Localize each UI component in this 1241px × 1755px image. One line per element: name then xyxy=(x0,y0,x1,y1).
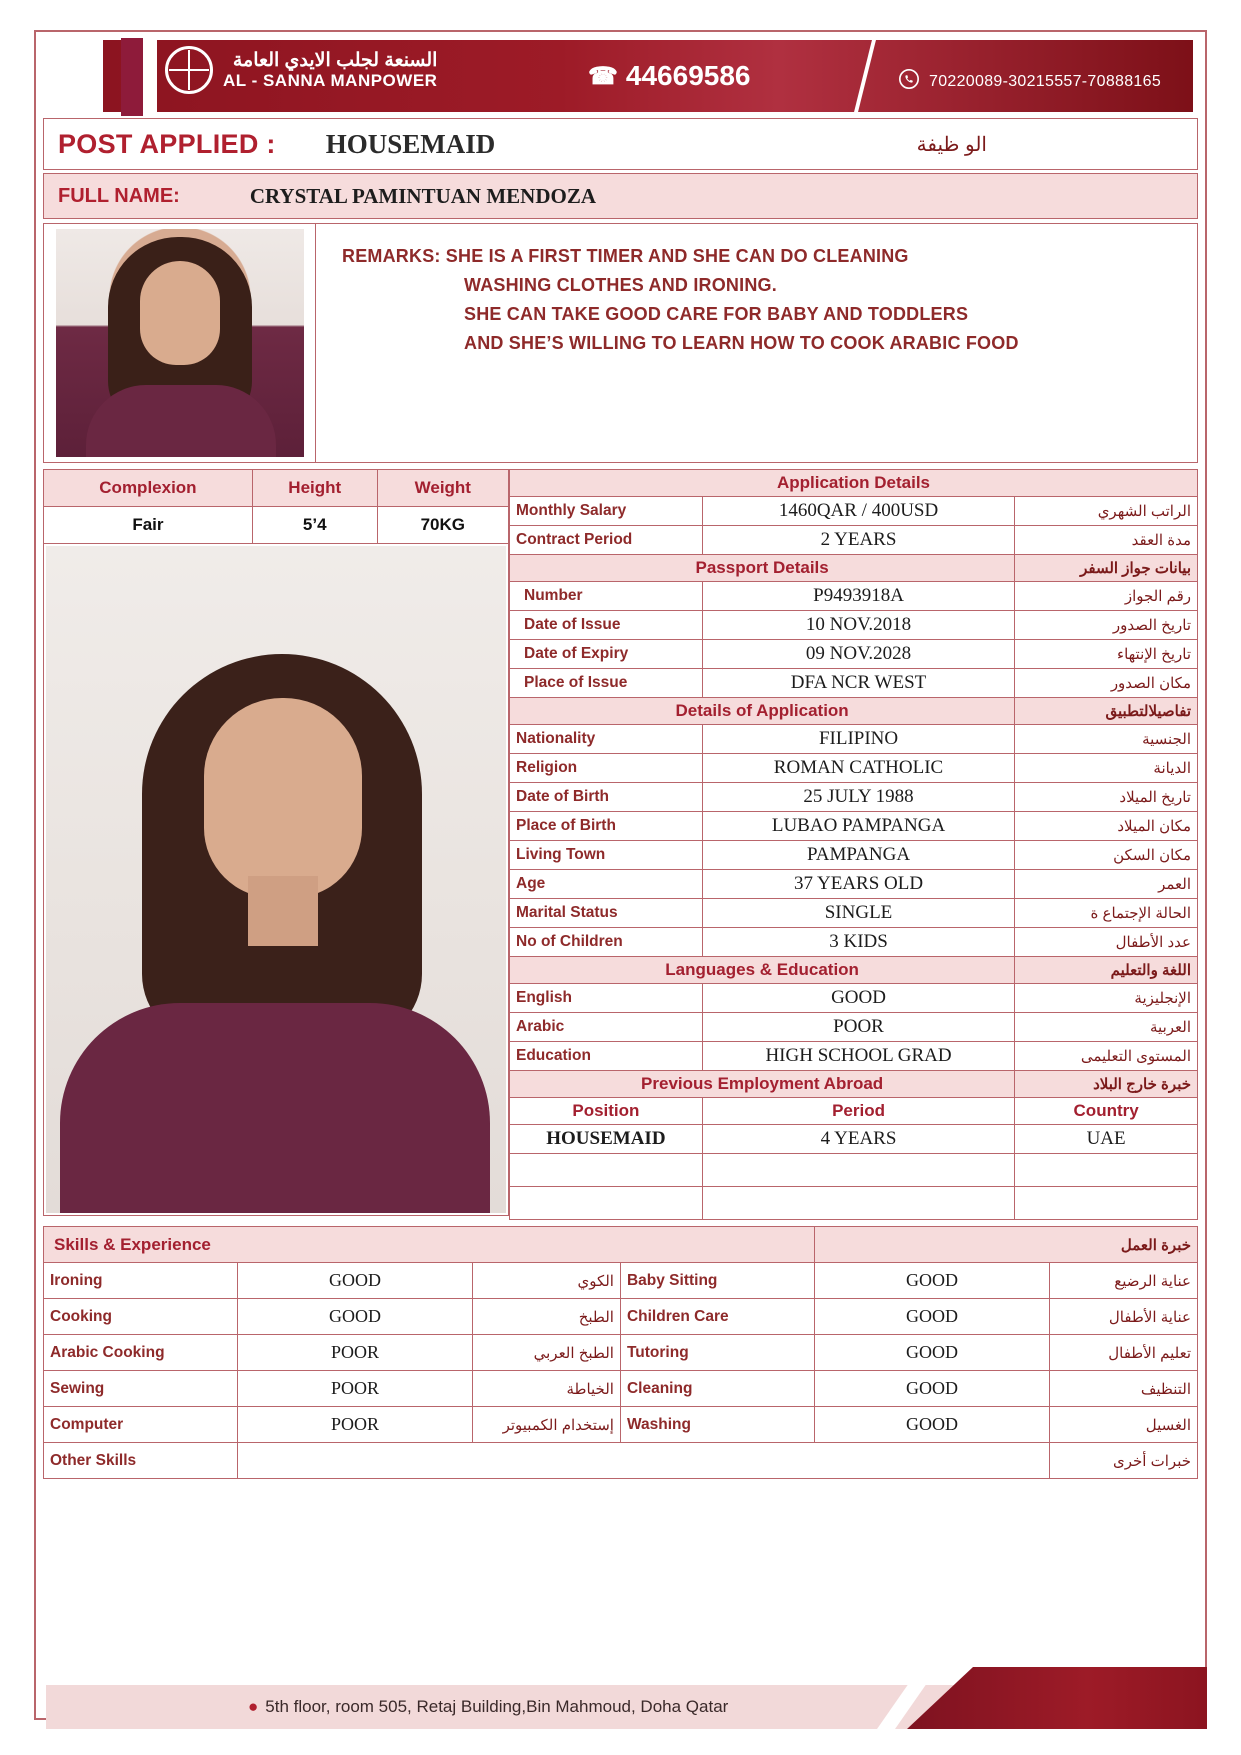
tutoring-value: GOOD xyxy=(814,1335,1050,1371)
employment-position-2 xyxy=(510,1154,703,1187)
contract-period-label: Contract Period xyxy=(510,526,703,555)
period-header: Period xyxy=(702,1098,1014,1125)
place-of-issue-value: DFA NCR WEST xyxy=(702,669,1014,698)
date-of-birth-arabic: تاريخ الميلاد xyxy=(1015,783,1198,812)
previous-employment-columns xyxy=(510,1098,1198,1125)
monthly-salary-value: 1460QAR / 400USD xyxy=(702,497,1014,526)
arabic-value: POOR xyxy=(702,1013,1014,1042)
age-label: Age xyxy=(510,870,703,899)
washing-value: GOOD xyxy=(814,1407,1050,1443)
baby-sitting-arabic: عناية الرضيع xyxy=(1050,1263,1198,1299)
religion-arabic: الديانة xyxy=(1015,754,1198,783)
page-content xyxy=(34,30,1207,1487)
portrait-face xyxy=(140,261,220,365)
arabic-cooking-arabic: الطبخ العربي xyxy=(473,1335,621,1371)
full-name-value: CRYSTAL PAMINTUAN MENDOZA xyxy=(249,183,597,208)
cooking-label: Cooking xyxy=(44,1299,238,1335)
remarks-line-1: REMARKS: SHE IS A FIRST TIMER AND SHE CAN DO CLEANING xyxy=(342,246,909,266)
no-of-children-arabic: عدد الأطفال xyxy=(1015,928,1198,957)
globe-icon xyxy=(165,46,213,94)
nationality-label: Nationality xyxy=(510,725,703,754)
height-header: Height xyxy=(252,470,377,507)
portrait-neck-large xyxy=(248,876,318,946)
no-of-children-label: No of Children xyxy=(510,928,703,957)
company-name xyxy=(223,50,437,90)
tutoring-arabic: تعليم الأطفال xyxy=(1050,1335,1198,1371)
other-skills-arabic: خبرات أخرى xyxy=(1050,1443,1198,1479)
header-notch xyxy=(143,38,157,116)
skills-table xyxy=(43,1226,1198,1479)
education-arabic: المستوى التعليمى xyxy=(1015,1042,1198,1071)
marital-status-label: Marital Status xyxy=(510,899,703,928)
employment-position-3 xyxy=(510,1187,703,1220)
complexion-header: Complexion xyxy=(44,470,253,507)
company-logo xyxy=(165,46,437,94)
remarks-section xyxy=(43,223,1198,463)
computer-arabic: إستخدام الكمبيوتر xyxy=(473,1407,621,1443)
religion-value: ROMAN CATHOLIC xyxy=(702,754,1014,783)
table-row xyxy=(510,611,1198,640)
table-row xyxy=(510,526,1198,555)
middle-section xyxy=(43,469,1198,1220)
table-row xyxy=(44,1335,1198,1371)
passport-details-title-arabic: بيانات جواز السفر xyxy=(1015,555,1198,582)
table-row xyxy=(510,870,1198,899)
footer-red-shape xyxy=(907,1667,1207,1729)
table-row xyxy=(510,754,1198,783)
remarks-line-4: AND SHE’S WILLING TO LEARN HOW TO COOK ARABIC FOOD xyxy=(464,333,1019,354)
post-applied-arabic: الو ظيفة xyxy=(916,133,987,156)
full-name-label: FULL NAME: xyxy=(58,184,180,207)
applicant-photo-small xyxy=(44,224,316,462)
details-of-application-header xyxy=(510,698,1198,725)
place-of-birth-value: LUBAO PAMPANGA xyxy=(702,812,1014,841)
post-applied-row xyxy=(43,118,1198,170)
details-of-application-title: Details of Application xyxy=(510,698,1015,725)
arabic-cooking-value: POOR xyxy=(237,1335,473,1371)
country-header: Country xyxy=(1015,1098,1198,1125)
age-arabic: العمر xyxy=(1015,870,1198,899)
previous-employment-title: Previous Employment Abroad xyxy=(510,1071,1015,1098)
date-of-birth-value: 25 JULY 1988 xyxy=(702,783,1014,812)
employment-country-3 xyxy=(1015,1187,1198,1220)
previous-employment-header xyxy=(510,1071,1198,1098)
cleaning-label: Cleaning xyxy=(620,1371,814,1407)
nationality-arabic: الجنسية xyxy=(1015,725,1198,754)
date-of-birth-label: Date of Birth xyxy=(510,783,703,812)
living-town-arabic: مكان السكن xyxy=(1015,841,1198,870)
table-row xyxy=(510,841,1198,870)
right-column xyxy=(509,469,1198,1220)
arabic-label: Arabic xyxy=(510,1013,703,1042)
other-skills-label: Other Skills xyxy=(44,1443,238,1479)
contract-period-arabic: مدة العقد xyxy=(1015,526,1198,555)
arabic-arabic: العربية xyxy=(1015,1013,1198,1042)
remarks-text xyxy=(316,224,1197,462)
employment-country-1: UAE xyxy=(1015,1125,1198,1154)
ironing-arabic: الكوي xyxy=(473,1263,621,1299)
table-row xyxy=(510,640,1198,669)
position-header: Position xyxy=(510,1098,703,1125)
table-row xyxy=(510,1187,1198,1220)
table-row xyxy=(510,812,1198,841)
table-row xyxy=(510,984,1198,1013)
portrait-body-large xyxy=(60,1003,490,1213)
living-town-label: Living Town xyxy=(510,841,703,870)
place-of-issue-arabic: مكان الصدور xyxy=(1015,669,1198,698)
height-value: 5’4 xyxy=(252,507,377,544)
weight-value: 70KG xyxy=(377,507,508,544)
passport-details-header xyxy=(510,555,1198,582)
contract-period-value: 2 YEARS xyxy=(702,526,1014,555)
table-row xyxy=(510,899,1198,928)
religion-label: Religion xyxy=(510,754,703,783)
table-row xyxy=(510,1154,1198,1187)
footer-address xyxy=(248,1697,728,1717)
full-name-row xyxy=(43,173,1198,219)
monthly-salary-arabic: الراتب الشهري xyxy=(1015,497,1198,526)
table-row xyxy=(510,1042,1198,1071)
washing-label: Washing xyxy=(620,1407,814,1443)
place-of-birth-label: Place of Birth xyxy=(510,812,703,841)
skills-header-row xyxy=(44,1227,1198,1263)
table-row xyxy=(510,497,1198,526)
location-pin-icon: ● xyxy=(248,1697,259,1716)
ironing-label: Ironing xyxy=(44,1263,238,1299)
passport-number-label: Number xyxy=(510,582,703,611)
employment-period-2 xyxy=(702,1154,1014,1187)
languages-education-title-arabic: اللغة والتعليم xyxy=(1015,957,1198,984)
cleaning-arabic: التنظيف xyxy=(1050,1371,1198,1407)
table-row xyxy=(44,1371,1198,1407)
languages-education-header xyxy=(510,957,1198,984)
sewing-label: Sewing xyxy=(44,1371,238,1407)
no-of-children-value: 3 KIDS xyxy=(702,928,1014,957)
age-value: 37 YEARS OLD xyxy=(702,870,1014,899)
portrait-image-small xyxy=(56,229,304,457)
mobile-numbers: 70220089-30215557-70888165 xyxy=(929,72,1162,90)
baby-sitting-label: Baby Sitting xyxy=(620,1263,814,1299)
footer xyxy=(34,1667,1207,1733)
complexion-value: Fair xyxy=(44,507,253,544)
company-name-english: AL - SANNA MANPOWER xyxy=(223,71,438,91)
marital-status-value: SINGLE xyxy=(702,899,1014,928)
details-of-application-title-arabic: تفاصيلالتطبيق xyxy=(1015,698,1198,725)
cooking-value: GOOD xyxy=(237,1299,473,1335)
applicant-photo-large xyxy=(43,544,509,1216)
post-applied-value: HOUSEMAID xyxy=(325,128,496,159)
employment-position-1: HOUSEMAID xyxy=(510,1125,703,1154)
table-row xyxy=(510,582,1198,611)
footer-address-text: 5th floor, room 505, Retaj Building,Bin Mahmoud, Doha Qatar xyxy=(265,1697,729,1716)
education-label: Education xyxy=(510,1042,703,1071)
phone-number: 44669586 xyxy=(625,60,751,91)
arabic-cooking-label: Arabic Cooking xyxy=(44,1335,238,1371)
post-applied-label: POST APPLIED : xyxy=(58,128,276,159)
table-row xyxy=(44,1407,1198,1443)
washing-arabic: الغسيل xyxy=(1050,1407,1198,1443)
skills-title: Skills & Experience xyxy=(44,1227,815,1263)
education-value: HIGH SCHOOL GRAD xyxy=(702,1042,1014,1071)
application-details-header xyxy=(510,470,1198,497)
skills-title-arabic: خبرة العمل xyxy=(814,1227,1197,1263)
monthly-salary-label: Monthly Salary xyxy=(510,497,703,526)
date-of-expiry-arabic: تاريخ الإنتهاء xyxy=(1015,640,1198,669)
date-of-issue-arabic: تاريخ الصدور xyxy=(1015,611,1198,640)
telephone-icon: ☎ xyxy=(588,62,618,90)
children-care-value: GOOD xyxy=(814,1299,1050,1335)
remarks-line-2: WASHING CLOTHES AND IRONING. xyxy=(464,275,777,296)
company-name-arabic: السنعة لجلب الايدي العامة xyxy=(232,49,438,71)
table-row xyxy=(510,783,1198,812)
header xyxy=(43,38,1198,116)
header-phone xyxy=(588,60,750,92)
physical-value-row xyxy=(44,507,509,544)
date-of-issue-label: Date of Issue xyxy=(510,611,703,640)
other-skills-row xyxy=(44,1443,1198,1479)
cooking-arabic: الطبخ xyxy=(473,1299,621,1335)
cleaning-value: GOOD xyxy=(814,1371,1050,1407)
table-row xyxy=(510,928,1198,957)
sewing-arabic: الخياطة xyxy=(473,1371,621,1407)
sewing-value: POOR xyxy=(237,1371,473,1407)
living-town-value: PAMPANGA xyxy=(702,841,1014,870)
date-of-issue-value: 10 NOV.2018 xyxy=(702,611,1014,640)
table-row xyxy=(510,1013,1198,1042)
tutoring-label: Tutoring xyxy=(620,1335,814,1371)
portrait-body xyxy=(86,385,276,457)
table-row xyxy=(44,1299,1198,1335)
passport-details-title: Passport Details xyxy=(510,555,1015,582)
remarks-line-3: SHE CAN TAKE GOOD CARE FOR BABY AND TODDLERS xyxy=(464,304,969,325)
weight-header: Weight xyxy=(377,470,508,507)
other-skills-value xyxy=(237,1443,1050,1479)
mobile-phone-icon xyxy=(898,68,920,95)
physical-table xyxy=(43,469,509,544)
passport-number-value: P9493918A xyxy=(702,582,1014,611)
english-label: English xyxy=(510,984,703,1013)
nationality-value: FILIPINO xyxy=(702,725,1014,754)
languages-education-title: Languages & Education xyxy=(510,957,1015,984)
header-left-tab xyxy=(121,38,143,116)
children-care-label: Children Care xyxy=(620,1299,814,1335)
application-details-table xyxy=(509,469,1198,1220)
physical-header-row xyxy=(44,470,509,507)
employment-period-3 xyxy=(702,1187,1014,1220)
employment-period-1: 4 YEARS xyxy=(702,1125,1014,1154)
left-column xyxy=(43,469,509,1220)
employment-country-2 xyxy=(1015,1154,1198,1187)
place-of-issue-label: Place of Issue xyxy=(510,669,703,698)
table-row xyxy=(510,1125,1198,1154)
computer-value: POOR xyxy=(237,1407,473,1443)
english-value: GOOD xyxy=(702,984,1014,1013)
header-mobiles xyxy=(898,68,1161,95)
marital-status-arabic: الحالة الإجتماع ة xyxy=(1015,899,1198,928)
table-row xyxy=(510,669,1198,698)
children-care-arabic: عناية الأطفال xyxy=(1050,1299,1198,1335)
english-arabic: الإنجليزية xyxy=(1015,984,1198,1013)
place-of-birth-arabic: مكان الميلاد xyxy=(1015,812,1198,841)
baby-sitting-value: GOOD xyxy=(814,1263,1050,1299)
table-row xyxy=(44,1263,1198,1299)
date-of-expiry-label: Date of Expiry xyxy=(510,640,703,669)
computer-label: Computer xyxy=(44,1407,238,1443)
application-details-title: Application Details xyxy=(510,470,1198,497)
portrait-face-large xyxy=(204,698,362,898)
table-row xyxy=(510,725,1198,754)
portrait-image-large xyxy=(46,546,506,1213)
passport-number-arabic: رقم الجواز xyxy=(1015,582,1198,611)
previous-employment-title-arabic: خبرة خارج البلاد xyxy=(1015,1071,1198,1098)
ironing-value: GOOD xyxy=(237,1263,473,1299)
date-of-expiry-value: 09 NOV.2028 xyxy=(702,640,1014,669)
